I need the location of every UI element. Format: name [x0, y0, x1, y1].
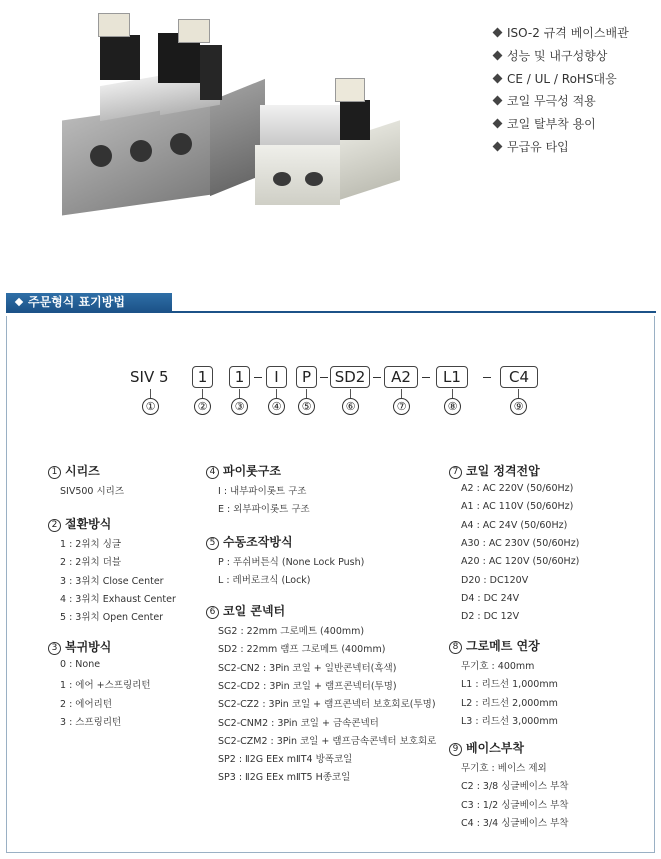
order-code-box: 1	[229, 366, 250, 388]
spec-number: 2	[48, 519, 61, 532]
section-divider	[6, 311, 656, 313]
section-header: 주문형식 표기방법	[6, 293, 172, 312]
spec-item: SG2 : 22mm 그로메트 (400mm)	[218, 626, 365, 637]
spec-item: 2 : 2위치 더블	[60, 557, 122, 569]
connector-line	[452, 389, 453, 398]
spec-item: 4 : 3위치 Exhaust Center	[60, 593, 176, 605]
feature-item: 성능 및 내구성향상	[492, 45, 629, 68]
feature-item: 코일 탈부착 용이	[492, 113, 629, 136]
code-dash	[483, 377, 491, 378]
spec-item: L2 : 리드선 2,000mm	[461, 697, 558, 709]
spec-item: 5 : 3위치 Open Center	[60, 612, 164, 624]
connector-line	[202, 389, 203, 398]
spec-number: 8	[449, 641, 462, 654]
spec-title-connector	[206, 602, 285, 619]
spec-number: 6	[206, 606, 219, 619]
feature-list	[492, 22, 629, 159]
spec-item: L3 : 리드선 3,000mm	[461, 715, 558, 727]
spec-title-switching	[48, 515, 111, 532]
spec-title-return	[48, 638, 111, 655]
spec-title-piping	[206, 462, 281, 479]
code-dash	[254, 377, 262, 378]
spec-item: C2 : 3/8 싱글베이스 부착	[461, 781, 569, 793]
spec-item: P : 푸쉬버튼식 (None Lock Push)	[218, 557, 365, 568]
spec-item: D4 : DC 24V	[461, 592, 520, 604]
spec-title-series	[48, 462, 100, 479]
spec-number: 4	[206, 466, 219, 479]
position-number: ⑥	[342, 398, 359, 415]
connector-line	[239, 389, 240, 398]
code-dash	[320, 377, 328, 378]
spec-number: 1	[48, 466, 61, 479]
spec-item: A20 : AC 120V (50/60Hz)	[461, 556, 580, 568]
spec-item: A30 : AC 230V (50/60Hz)	[461, 537, 580, 549]
position-number: ⑧	[444, 398, 461, 415]
spec-title-voltage	[449, 462, 540, 479]
spec-number: 9	[449, 743, 462, 756]
diamond-bullet-icon	[493, 73, 503, 83]
spec-number: 5	[206, 537, 219, 550]
spec-item: 무기호 : 베이스 제외	[461, 763, 547, 774]
spec-item: D20 : DC120V	[461, 574, 529, 586]
spec-item: SC2-CZM2 : 3Pin 코일 + 램프금속콘넥터 보호회로	[218, 735, 437, 747]
position-number: ②	[194, 398, 211, 415]
connector-line	[350, 389, 351, 398]
spec-title-text: 베이스부착	[466, 741, 524, 755]
diamond-bullet-icon	[493, 96, 503, 106]
spec-title-text: 수동조작방식	[223, 535, 293, 549]
spec-title-text: 절환방식	[65, 517, 112, 531]
code-dash	[373, 377, 381, 378]
order-code-box: SD2	[330, 366, 370, 388]
order-code-box: L1	[436, 366, 468, 388]
spec-item: SC2-CN2 : 3Pin 코일 + 일반콘넥터(흑색)	[218, 662, 397, 674]
feature-item: 무급유 타입	[492, 136, 629, 159]
spec-item: SP3 : Ⅱ2G EEx mⅡT5 H종코일	[218, 772, 351, 784]
order-code-box: I	[266, 366, 287, 388]
order-code-box: P	[296, 366, 317, 388]
spec-item: 1 : 2위치 싱글	[60, 539, 122, 550]
spec-title-text: 코일 콘넥터	[223, 604, 286, 618]
connector-line	[306, 389, 307, 398]
spec-item: SIV500 시리즈	[60, 486, 125, 497]
feature-item: CE / UL / RoHS대응	[492, 68, 629, 91]
position-number: ⑦	[393, 398, 410, 415]
diamond-bullet-icon	[493, 119, 503, 129]
diamond-bullet-icon	[493, 50, 503, 60]
connector-line	[150, 389, 151, 398]
spec-item: 3 : 스프링리턴	[60, 716, 122, 728]
order-code-box: A2	[384, 366, 418, 388]
spec-item: C4 : 3/4 싱글베이스 부착	[461, 817, 569, 829]
spec-item: L : 레버로크식 (Lock)	[218, 575, 311, 587]
feature-item: 코일 무극성 적용	[492, 90, 629, 113]
spec-item: 2 : 에어리턴	[60, 698, 112, 710]
spec-title-text: 그로메트 연장	[466, 639, 540, 653]
order-code-box: C4	[500, 366, 538, 388]
connector-line	[518, 389, 519, 398]
manifold-valve-photo	[60, 5, 270, 220]
diamond-icon	[15, 298, 23, 306]
spec-item: C3 : 1/2 싱글베이스 부착	[461, 799, 569, 811]
position-number: ⑤	[298, 398, 315, 415]
spec-title-text: 코일 정격전압	[466, 464, 540, 478]
spec-item: L1 : 리드선 1,000mm	[461, 679, 558, 691]
spec-item: A1 : AC 110V (50/60Hz)	[461, 501, 574, 513]
position-number: ③	[231, 398, 248, 415]
order-code-prefix: SIV 5	[130, 368, 169, 386]
spec-item: A2 : AC 220V (50/60Hz)	[461, 483, 574, 494]
spec-number: 7	[449, 466, 462, 479]
spec-title-base	[449, 739, 524, 756]
code-dash	[422, 377, 430, 378]
spec-item: SD2 : 22mm 램프 그로메트 (400mm)	[218, 644, 386, 656]
single-valve-photo	[245, 60, 405, 210]
spec-title-text: 복귀방식	[65, 640, 112, 654]
connector-line	[276, 389, 277, 398]
feature-item: ISO-2 규격 베이스배관	[492, 22, 629, 45]
spec-item: SP2 : Ⅱ2G EEx mⅡT4 방폭코일	[218, 754, 353, 766]
spec-title-manual	[206, 533, 293, 550]
spec-item: I : 내부파이롯트 구조	[218, 486, 307, 497]
diamond-bullet-icon	[493, 28, 503, 38]
spec-item: 1 : 에어 +스프링리턴	[60, 680, 151, 692]
spec-item: 3 : 3위치 Close Center	[60, 575, 164, 587]
spec-item: 무기호 : 400mm	[461, 661, 535, 672]
spec-title-text: 파이롯구조	[223, 464, 281, 478]
spec-item: SC2-CD2 : 3Pin 코일 + 램프콘넥터(투명)	[218, 680, 397, 692]
diamond-bullet-icon	[493, 142, 503, 152]
position-number: ①	[142, 398, 159, 415]
position-number: ④	[268, 398, 285, 415]
spec-item: A4 : AC 24V (50/60Hz)	[461, 519, 568, 531]
spec-title-text: 시리즈	[65, 464, 100, 478]
spec-item: SC2-CNM2 : 3Pin 코일 + 금속콘넥터	[218, 717, 379, 729]
spec-item: 0 : None	[60, 659, 101, 670]
connector-line	[401, 389, 402, 398]
spec-item: E : 외부파이롯트 구조	[218, 504, 310, 516]
spec-item: D2 : DC 12V	[461, 611, 520, 623]
spec-item: SC2-CZ2 : 3Pin 코일 + 램프콘넥터 보호회로(투명)	[218, 699, 436, 711]
order-code-box: 1	[192, 366, 213, 388]
position-number: ⑨	[510, 398, 527, 415]
spec-title-grommet	[449, 637, 540, 654]
spec-number: 3	[48, 642, 61, 655]
